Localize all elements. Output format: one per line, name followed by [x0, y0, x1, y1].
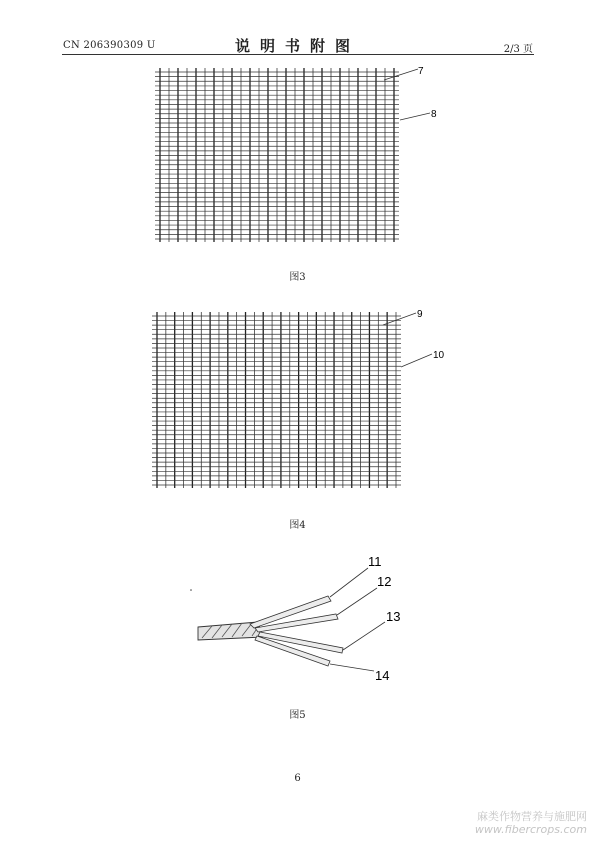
figure4-caption: 图4 — [289, 520, 306, 531]
figure5-label-14: 14 — [375, 668, 390, 683]
figure3-mesh — [155, 68, 399, 242]
figure5-leader-11 — [330, 568, 368, 597]
figure5-caption: 图5 — [289, 710, 306, 721]
figure5-leader-14 — [330, 664, 374, 671]
figure4-label-10: 10 — [433, 350, 445, 361]
watermark-site-name: 麻类作物营养与施肥网 — [477, 810, 587, 823]
figure4-mesh — [152, 312, 401, 488]
figure4-label-9: 9 — [417, 309, 423, 320]
watermark-url: www.fibercrops.com — [474, 823, 587, 836]
figure4-leader-9 — [383, 313, 416, 325]
page-indicator: 2/3 页 — [503, 44, 533, 55]
figure3-label-8: 8 — [431, 109, 437, 120]
patent-number: CN 206390309 U — [63, 40, 156, 51]
page-title: 说明书附图 — [234, 37, 360, 55]
figure4-leader-10 — [401, 354, 432, 367]
figure5-label-12: 12 — [377, 574, 392, 589]
figure5-speck — [190, 589, 192, 591]
figure5-label-13: 13 — [386, 609, 401, 624]
figure5-drawing — [190, 568, 385, 671]
figure5-label-11: 11 — [368, 554, 382, 569]
figure3-label-7: 7 — [418, 66, 424, 77]
figure5-leader-13 — [343, 622, 385, 650]
figure3-caption: 图3 — [289, 272, 306, 283]
figure3-leader-8 — [400, 113, 430, 120]
figure3-leader-7 — [384, 69, 418, 80]
page-number: 6 — [294, 773, 301, 784]
figure5-leader-12 — [337, 588, 377, 615]
